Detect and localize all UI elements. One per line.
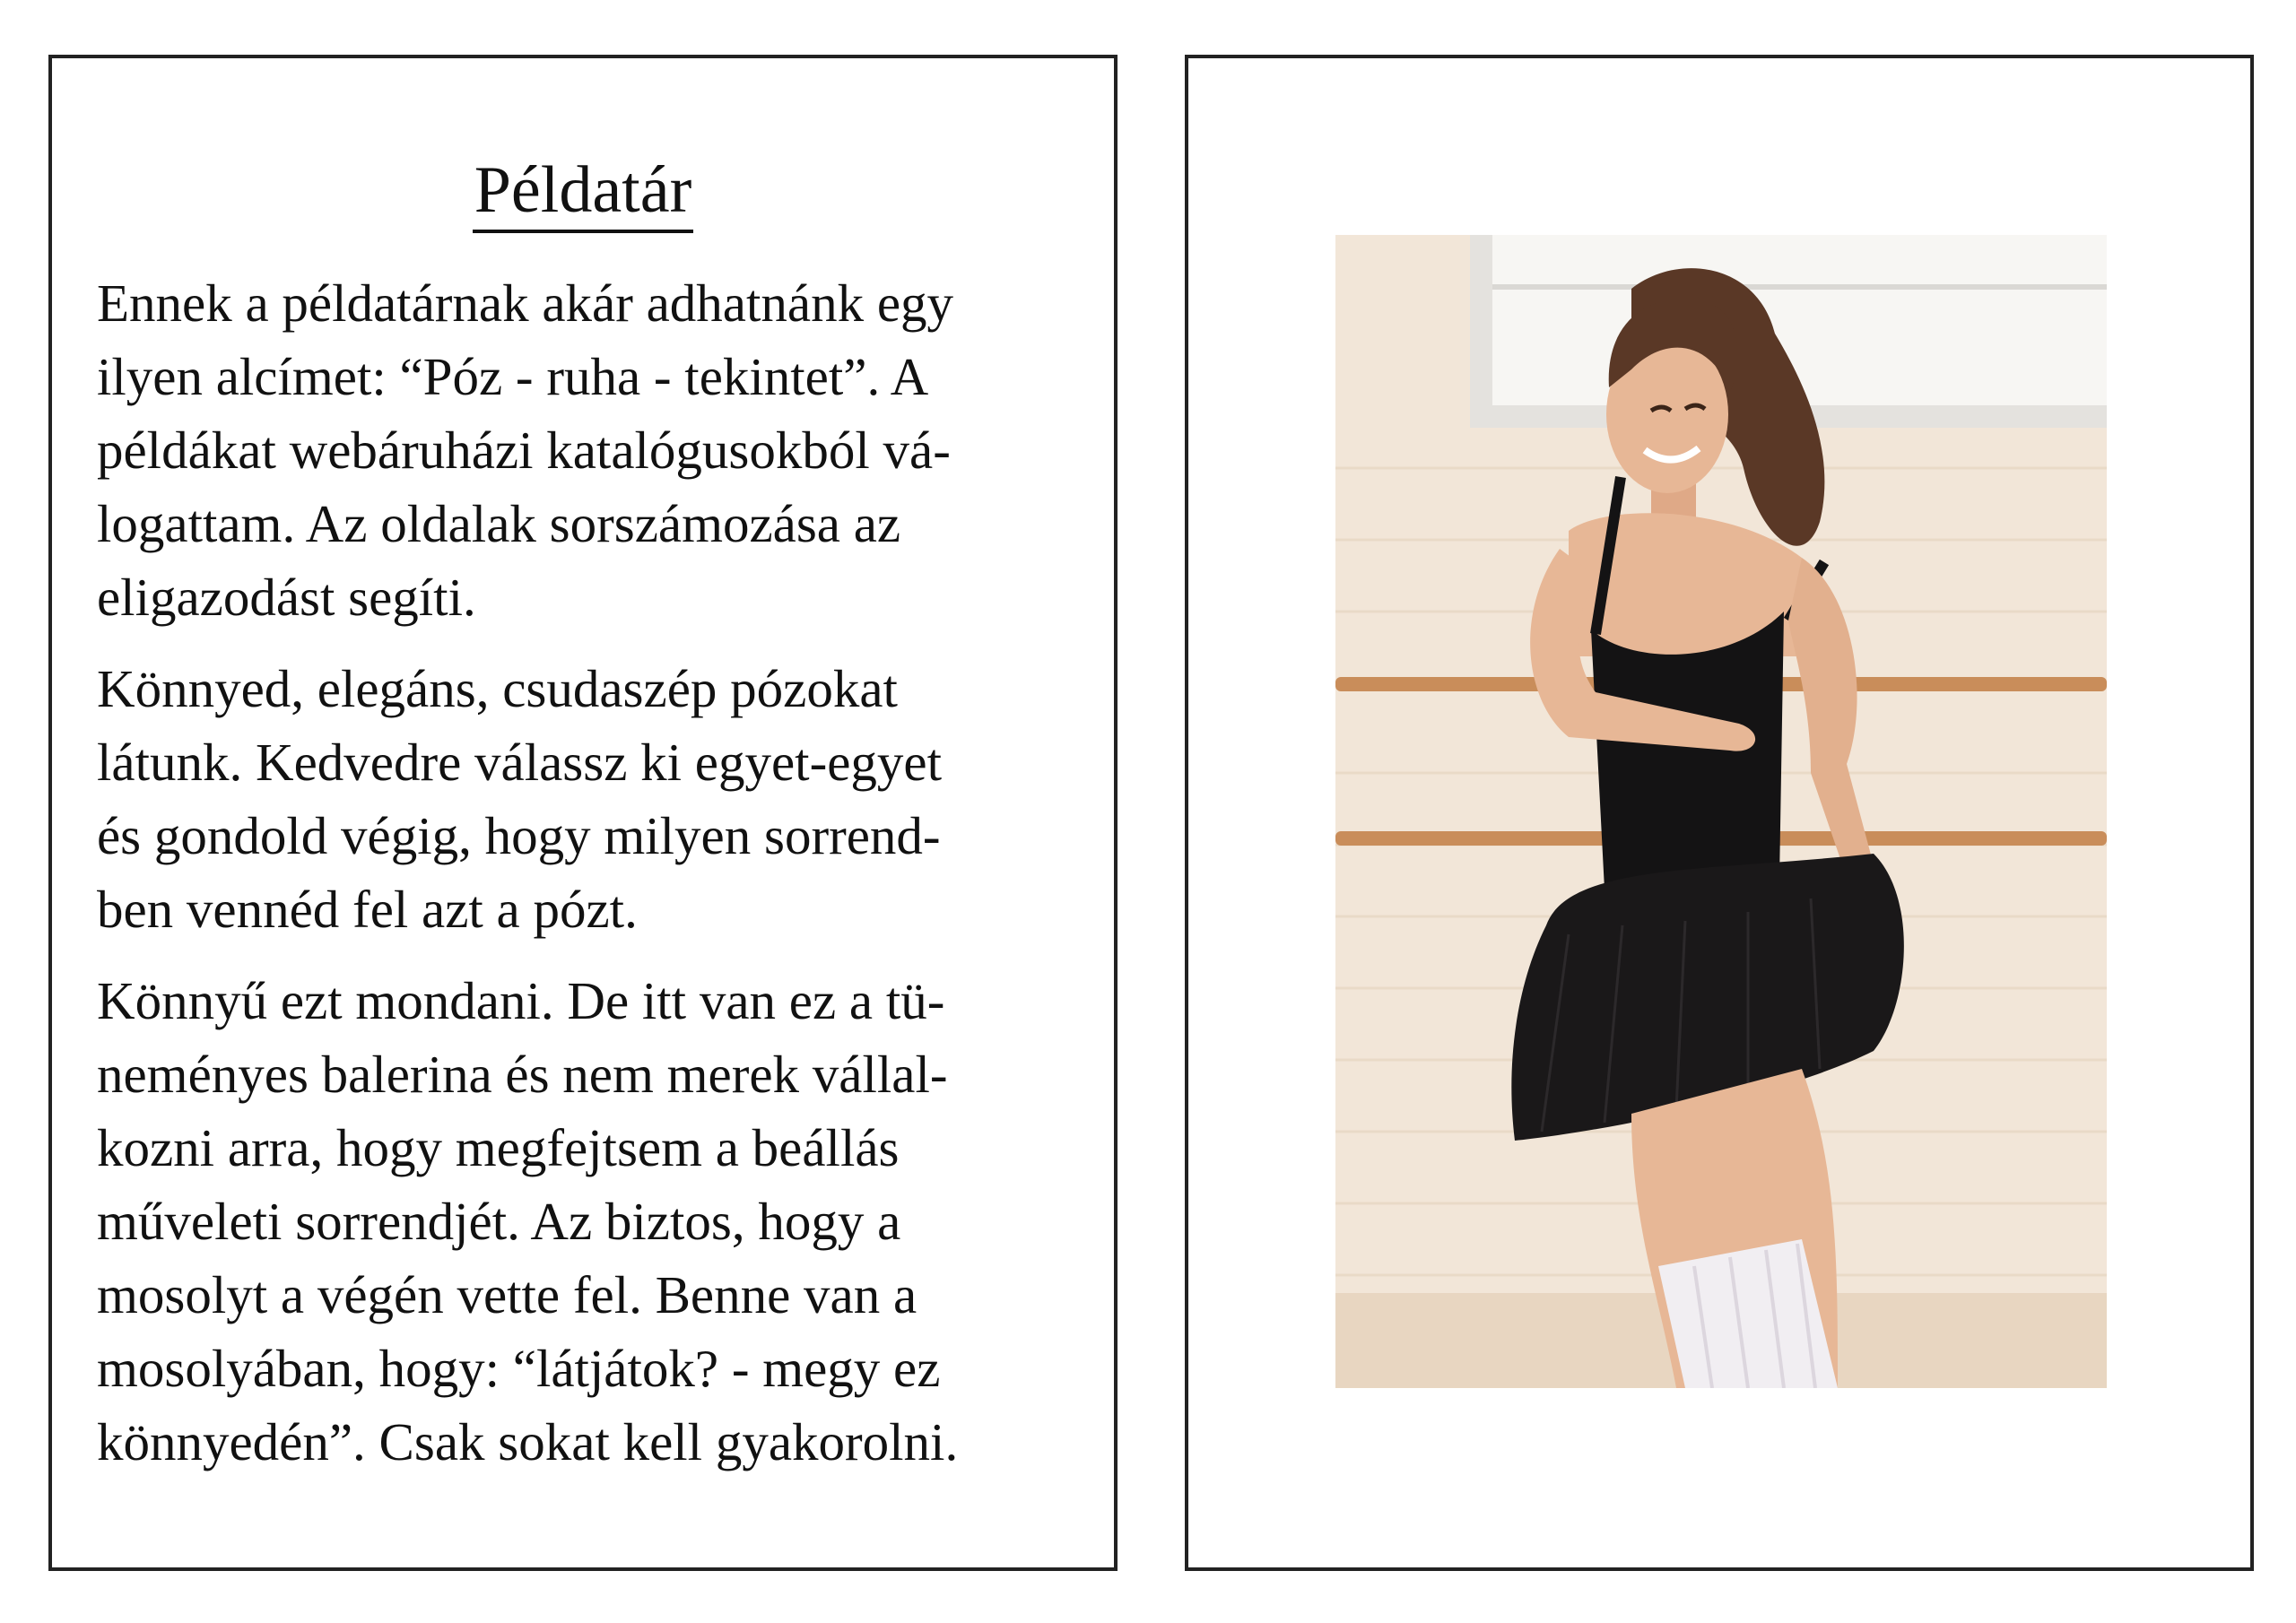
- text-line: Ennek a példatárnak akár adhatnánk egy: [97, 273, 954, 333]
- text-line: látunk. Kedvedre válassz ki egyet-egyet: [97, 733, 942, 792]
- text-line: ben vennéd fel azt a pózt.: [97, 880, 638, 939]
- text-line: mosolyt a végén vette fel. Benne van a: [97, 1265, 918, 1324]
- paragraph-2: [97, 652, 1097, 946]
- paragraph-3: [97, 964, 1097, 1479]
- body-text: [97, 266, 1097, 1497]
- text-line: példákat webáruházi katalógusokból vá-: [97, 421, 951, 480]
- text-line: könnyedén”. Csak sokat kell gyakorolni.: [97, 1412, 959, 1471]
- ballerina-photo: [1335, 235, 2107, 1388]
- window-mullion: [1492, 284, 2107, 290]
- text-line: és gondold végig, hogy milyen sorrend-: [97, 806, 941, 865]
- left-page: [48, 55, 1118, 1571]
- text-line: Könnyű ezt mondani. De itt van ez a tü-: [97, 971, 945, 1030]
- paragraph-1: [97, 266, 1097, 634]
- text-line: műveleti sorrendjét. Az biztos, hogy a: [97, 1192, 901, 1251]
- text-line: logattam. Az oldalak sorszámozása az: [97, 494, 901, 553]
- text-line: mosolyában, hogy: “látjátok? - megy ez: [97, 1339, 941, 1398]
- text-line: Könnyed, elegáns, csudaszép pózokat: [97, 659, 898, 718]
- window-glass: [1492, 235, 2107, 405]
- title-wrap: [52, 153, 1114, 233]
- right-page: [1185, 55, 2254, 1571]
- ballerina-illustration: [1335, 235, 2107, 1388]
- text-line: eligazodást segíti.: [97, 568, 476, 627]
- text-line: kozni arra, hogy megfejtsem a beállás: [97, 1118, 900, 1177]
- text-line: neményes balerina és nem merek vállal-: [97, 1045, 948, 1104]
- text-line: ilyen alcímet: “Póz - ruha - tekintet”. A: [97, 347, 929, 406]
- page-title: Példatár: [473, 153, 693, 233]
